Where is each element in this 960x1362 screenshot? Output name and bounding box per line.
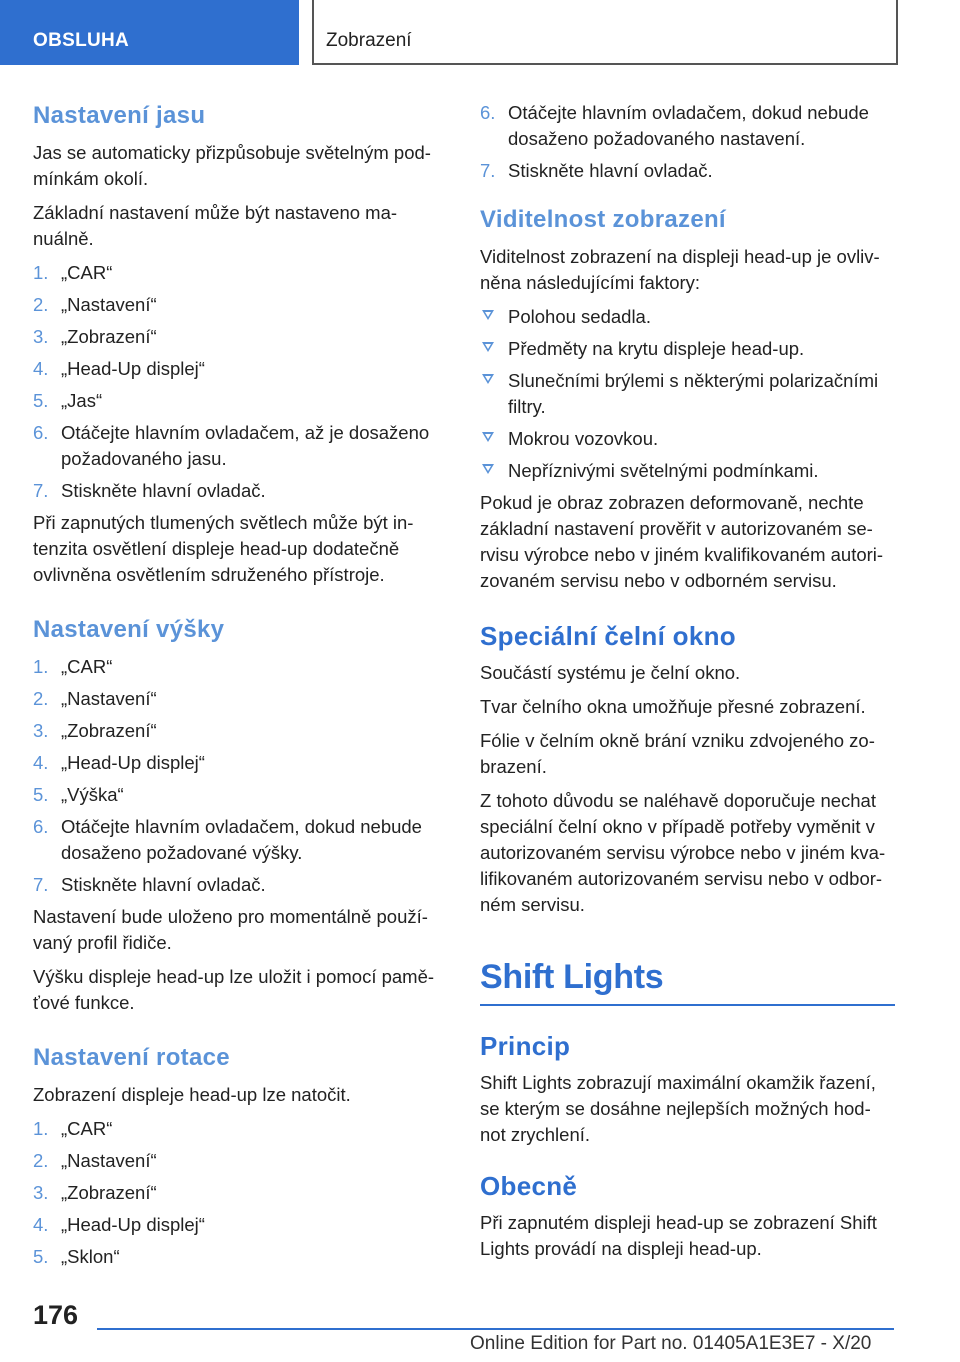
brightness-heading: Nastavení jasu <box>33 102 206 129</box>
list-item <box>33 420 445 472</box>
list-item <box>480 426 895 452</box>
list-item <box>33 654 445 680</box>
list-item <box>33 260 445 286</box>
step-number: 5. <box>33 784 49 805</box>
list-item <box>33 1180 445 1206</box>
chapter-header <box>312 0 898 65</box>
step-number: 6. <box>33 422 49 443</box>
left-column <box>33 100 445 1276</box>
rotation-heading: Nastavení rotace <box>33 1044 230 1071</box>
list-item <box>480 100 895 152</box>
list-item <box>33 1244 445 1270</box>
step-text: „Nastavení“ <box>61 294 157 315</box>
step-number: 6. <box>33 816 49 837</box>
windshield-text-4: Z tohoto důvodu se naléhavě doporučuje nechat speciální čelní okno v případě potřeby vyměnit v autorizovaném servisu výrobce nebo v jiném kva-lifikovaném autorizovaném servisu nebo v odbor-ném servisu. <box>480 790 886 915</box>
windshield-heading: Speciální čelní okno <box>480 621 736 651</box>
step-text: „Nastavení“ <box>61 1150 157 1171</box>
visibility-text-1: Viditelnost zobrazení na displeji head-up je ovliv-něna následujícími faktory: <box>480 246 880 293</box>
step-text: Stiskněte hlavní ovladač. <box>508 160 713 181</box>
bullet-text: Polohou sedadla. <box>508 306 651 327</box>
footer-divider <box>97 1328 894 1330</box>
step-number: 3. <box>33 1182 49 1203</box>
brightness-text-2: Základní nastavení může být nastaveno ma-nuálně. <box>33 202 398 249</box>
list-item <box>480 368 895 420</box>
step-number: 6. <box>480 102 496 123</box>
list-item <box>33 1212 445 1238</box>
visibility-factors <box>480 304 895 484</box>
step-text: „Jas“ <box>61 390 103 411</box>
brightness-text-3: Při zapnutých tlumených světlech může být in-tenzita osvětlení displeje head-up dodatečně ovlivněna osvětlením sdruženého přístroje. <box>33 512 414 585</box>
step-text: Otáčejte hlavním ovladačem, dokud nebude dosaženo požadované výšky. <box>61 816 422 863</box>
rotation-steps-continued <box>480 100 895 184</box>
step-text: „CAR“ <box>61 262 113 283</box>
windshield-text-2: Tvar čelního okna umožňuje přesné zobrazení. <box>480 696 866 717</box>
rotation-text-1: Zobrazení displeje head-up lze natočit. <box>33 1084 351 1105</box>
windshield-text-1: Součástí systému je čelní okno. <box>480 662 741 683</box>
step-number: 3. <box>33 326 49 347</box>
step-number: 2. <box>33 688 49 709</box>
rotation-steps <box>33 1116 445 1270</box>
step-text: „CAR“ <box>61 1118 113 1139</box>
bullet-text: Slunečními brýlemi s některými polarizačními filtry. <box>508 370 879 417</box>
step-text: Otáčejte hlavním ovladačem, dokud nebude dosaženo požadovaného nastavení. <box>508 102 869 149</box>
step-text: „Zobrazení“ <box>61 326 157 347</box>
general-heading: Obecně <box>480 1171 578 1201</box>
list-item <box>33 782 445 808</box>
list-item <box>33 872 445 898</box>
step-text: Stiskněte hlavní ovladač. <box>61 480 266 501</box>
right-column <box>480 100 895 1270</box>
triangle-bullet-icon <box>482 432 494 442</box>
triangle-bullet-icon <box>482 310 494 320</box>
list-item <box>33 750 445 776</box>
list-item <box>33 1116 445 1142</box>
step-text: Stiskněte hlavní ovladač. <box>61 874 266 895</box>
height-steps <box>33 654 445 898</box>
bullet-text: Předměty na krytu displeje head-up. <box>508 338 805 359</box>
step-text: „Výška“ <box>61 784 124 805</box>
bullet-text: Nepříznivými světelnými podmínkami. <box>508 460 819 481</box>
list-item <box>33 718 445 744</box>
step-number: 1. <box>33 262 49 283</box>
visibility-text-2: Pokud je obraz zobrazen deformovaně, nechte základní nastavení prověřit v autorizovaném se-rvisu výrobce nebo v jiném kvalifikovaném autori-zovaném servisu nebo v odborném servisu. <box>480 492 884 591</box>
list-item <box>480 304 895 330</box>
triangle-bullet-icon <box>482 342 494 352</box>
step-number: 1. <box>33 656 49 677</box>
list-item <box>33 686 445 712</box>
section-label: OBSLUHA <box>33 30 130 51</box>
list-item <box>480 336 895 362</box>
list-item <box>33 478 445 504</box>
step-text: „Sklon“ <box>61 1246 120 1267</box>
step-text: „Zobrazení“ <box>61 720 157 741</box>
list-item <box>480 458 895 484</box>
chapter-title: Zobrazení <box>326 30 412 51</box>
step-number: 5. <box>33 390 49 411</box>
step-text: „CAR“ <box>61 656 113 677</box>
step-number: 7. <box>33 480 49 501</box>
step-number: 4. <box>33 752 49 773</box>
principle-text: Shift Lights zobrazují maximální okamžik řazení, se kterým se dosáhne nejlepších možných hod-not zrychlení. <box>480 1072 876 1145</box>
step-text: „Head-Up displej“ <box>61 358 205 379</box>
visibility-heading: Viditelnost zobrazení <box>480 206 726 233</box>
step-number: 4. <box>33 1214 49 1235</box>
brightness-steps <box>33 260 445 504</box>
list-item <box>33 324 445 350</box>
step-text: Otáčejte hlavním ovladačem, až je dosaženo požadovaného jasu. <box>61 422 430 469</box>
step-number: 2. <box>33 1150 49 1171</box>
windshield-text-3: Fólie v čelním okně brání vzniku zdvojeného zo-brazení. <box>480 730 875 777</box>
section-tab <box>0 0 299 65</box>
step-text: „Nastavení“ <box>61 688 157 709</box>
step-number: 4. <box>33 358 49 379</box>
page-number: 176 <box>33 1300 79 1330</box>
height-text-2: Výšku displeje head-up lze uložit i pomocí pamě-ťové funkce. <box>33 966 435 1013</box>
principle-heading: Princip <box>480 1031 571 1061</box>
general-text: Při zapnutém displeji head-up se zobrazení Shift Lights provádí na displeji head-up. <box>480 1212 877 1259</box>
step-text: „Head-Up displej“ <box>61 1214 205 1235</box>
list-item <box>33 1148 445 1174</box>
step-text: „Head-Up displej“ <box>61 752 205 773</box>
edition-note: Online Edition for Part no. 01405A1E3E7 - X/20 <box>470 1333 872 1354</box>
step-number: 3. <box>33 720 49 741</box>
list-item <box>33 356 445 382</box>
brightness-text-1: Jas se automaticky přizpůsobuje světelným pod-mínkám okolí. <box>33 142 431 189</box>
list-item <box>480 158 895 184</box>
shift-lights-heading: Shift Lights <box>480 956 895 1006</box>
height-text-1: Nastavení bude uloženo pro momentálně použí-vaný profil řidiče. <box>33 906 428 953</box>
step-number: 2. <box>33 294 49 315</box>
step-number: 1. <box>33 1118 49 1139</box>
step-number: 7. <box>480 160 496 181</box>
list-item <box>33 814 445 866</box>
bullet-text: Mokrou vozovkou. <box>508 428 659 449</box>
triangle-bullet-icon <box>482 374 494 384</box>
list-item <box>33 292 445 318</box>
list-item <box>33 388 445 414</box>
height-heading: Nastavení výšky <box>33 616 225 643</box>
triangle-bullet-icon <box>482 464 494 474</box>
step-number: 7. <box>33 874 49 895</box>
step-text: „Zobrazení“ <box>61 1182 157 1203</box>
step-number: 5. <box>33 1246 49 1267</box>
